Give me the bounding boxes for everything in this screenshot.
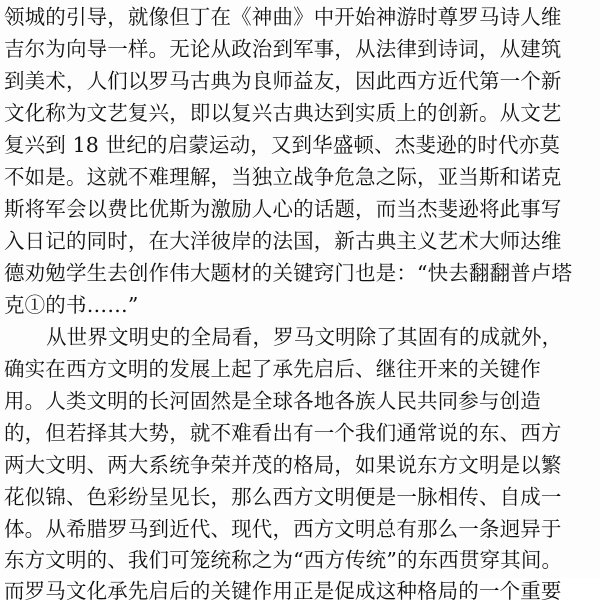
text-line: 两大文明、两大系统争荣并茂的格局，如果说东方文明是以繁 (4, 453, 562, 477)
text-line: 斯将军会以费比优斯为激励人心的话题，而当杰斐逊将此事写 (4, 197, 562, 221)
text-line: 复兴到 18 世纪的启蒙运动，又到华盛顿、杰斐逊的时代亦莫 (4, 133, 560, 157)
text-line: 花似锦、色彩纷呈见长，那么西方文明便是一脉相传、自成一 (4, 485, 562, 509)
text-line: 确实在西方文明的发展上起了承先启后、继往开来的关键作 (4, 357, 541, 381)
text-line: 体。从希腊罗马到近代、现代，西方文明总有那么一条迥异于 (4, 517, 562, 541)
text-line: 而罗马文化承先启后的关键作用正是促成这种格局的一个重要 (4, 579, 562, 603)
text-line: 入日记的同时，在大洋彼岸的法国，新古典主义艺术大师达维 (4, 229, 562, 253)
text-line: 德劝勉学生去创作伟大题材的关键窍门也是：“快去翻翻普卢塔 (4, 261, 573, 285)
text-line: 用。人类文明的长河固然是全球各地各族人民共同参与创造 (4, 389, 541, 413)
paragraph-first-line: 从世界文明史的全局看，罗马文明除了其固有的成就外， (46, 325, 563, 349)
text-line: 到美术，人们以罗马古典为良师益友，因此西方近代第一个新 (4, 69, 562, 93)
text-line: 领城的引导，就像但丁在《神曲》中开始神游时尊罗马诗人维 (4, 5, 562, 29)
text-line: 吉尔为向导一样。无论从政治到军事，从法律到诗词，从建筑 (4, 37, 562, 61)
text-line: 东方文明的、我们可笼统称之为“西方传统”的东西贯穿其间。 (4, 548, 563, 572)
text-line: 克①的书……” (4, 293, 139, 317)
text-line: 不如是。这就不难理解，当独立战争危急之际，亚当斯和诺克 (4, 165, 562, 189)
text-line: 的，但若择其大势，就不难看出有一个我们通常说的东、西方 (4, 421, 562, 445)
text-line: 文化称为文艺复兴，即以复兴古典达到实质上的创新。从文艺 (4, 101, 562, 125)
